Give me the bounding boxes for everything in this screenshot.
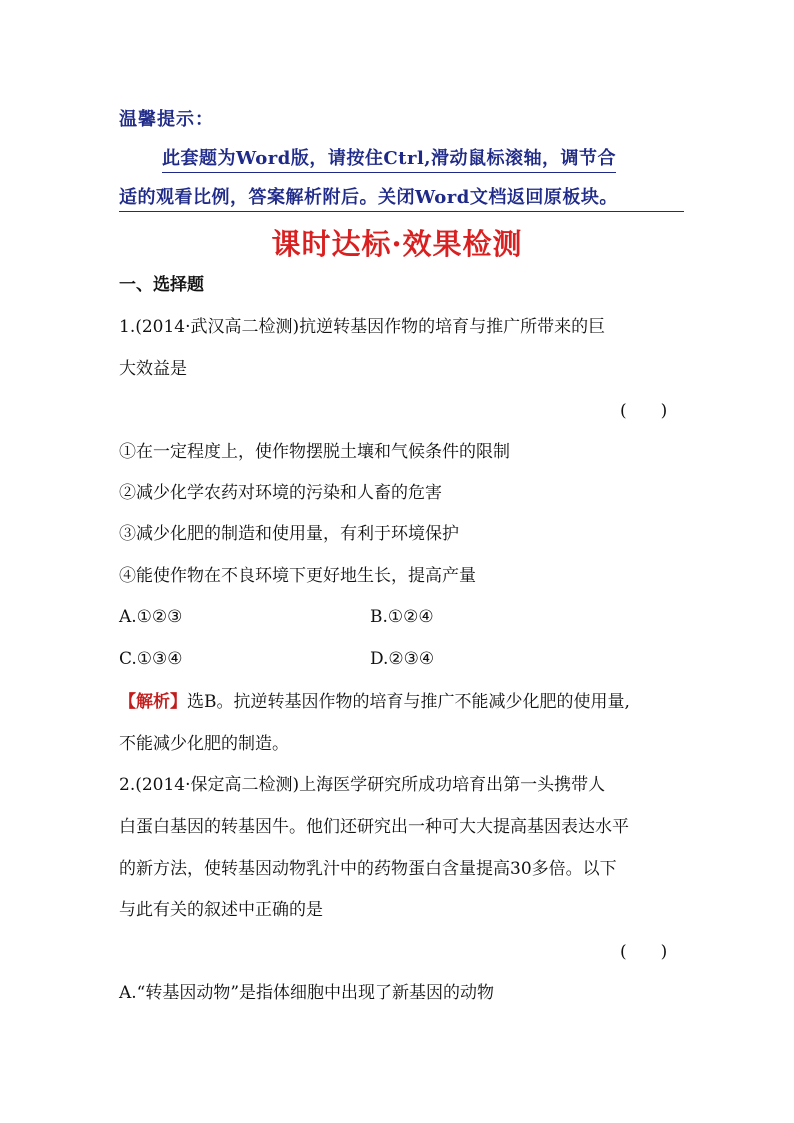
analysis-label: 【解析】 — [119, 692, 187, 712]
question-1-answer-blank: ( ) — [620, 401, 668, 421]
question-1-analysis-line-1 — [119, 690, 630, 714]
question-1-option-a: A.①②③ — [119, 607, 183, 627]
question-1-item-3: ③减少化肥的制造和使用量，有利于环境保护 — [119, 524, 459, 544]
analysis-text-line-1: 选B。抗逆转基因作物的培育与推广不能减少化肥的使用量, — [187, 692, 630, 712]
question-2-stem-line-3: 的新方法，使转基因动物乳汁中的药物蛋白含量提高30多倍。以下 — [119, 859, 617, 879]
question-2-option-a: A.“转基因动物”是指体细胞中出现了新基因的动物 — [119, 983, 495, 1003]
question-1-analysis-line-2: 不能减少化肥的制造。 — [119, 734, 289, 754]
question-2-answer-blank: ( ) — [620, 942, 668, 962]
tip-text-line-1: 此套题为Word版，请按住Ctrl,滑动鼠标滚轴，调节合 — [162, 147, 616, 173]
section-title: 一、选择题 — [119, 275, 204, 295]
question-1-option-b: B.①②④ — [370, 607, 434, 627]
tip-text-line-2: 适的观看比例，答案解析附后。关闭Word文档返回原板块。 — [119, 186, 684, 212]
question-2-stem-line-4: 与此有关的叙述中正确的是 — [119, 900, 323, 920]
question-1-item-1: ①在一定程度上，使作物摆脱土壤和气候条件的限制 — [119, 442, 510, 462]
question-2-stem-line-2: 白蛋白基因的转基因牛。他们还研究出一种可大大提高基因表达水平 — [119, 817, 629, 837]
question-1-option-c: C.①③④ — [119, 649, 183, 669]
question-2-stem-line-1: 2.(2014·保定高二检测)上海医学研究所成功培育出第一头携带人 — [119, 775, 606, 795]
question-1-item-4: ④能使作物在不良环境下更好地生长，提高产量 — [119, 566, 476, 586]
question-1-option-d: D.②③④ — [370, 649, 435, 669]
question-1-stem-line-2: 大效益是 — [119, 359, 187, 379]
page-title: 课时达标·效果检测 — [271, 227, 523, 261]
question-1-stem-line-1: 1.(2014·武汉高二检测)抗逆转基因作物的培育与推广所带来的巨 — [119, 317, 606, 337]
tip-heading: 温馨提示： — [119, 109, 214, 130]
question-1-item-2: ②减少化学农药对环境的污染和人畜的危害 — [119, 483, 442, 503]
